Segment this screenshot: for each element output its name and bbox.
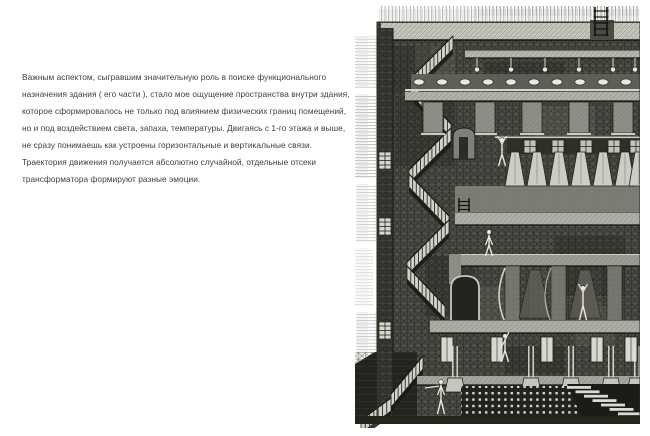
- body-text-line: которое сформировалось не только под влиянием физических границ помещений,: [22, 106, 347, 116]
- body-text-line: Траектория движения получается абсолютно случайной, отдельные отсеки: [22, 157, 317, 167]
- body-text: [22, 69, 350, 188]
- body-text-line: трансформатора формируют разные эмоции.: [22, 174, 201, 184]
- body-text-line: но и под воздействием света, запаха, температуры. Двигаясь с 1-го этажа и выше,: [22, 123, 346, 133]
- body-text-line: не сразу понимаешь как устроены горизонтальные и вертикальные связи.: [22, 140, 313, 150]
- body-text-line: назначения здания ( его части ), стало мое ощущение пространства внутри здания,: [22, 89, 350, 99]
- body-text-line: Важным аспектом, сыгравшим значительную роль в поиске функционального: [22, 72, 327, 82]
- building-section-illustration: [355, 6, 640, 428]
- ink-drawing-canvas: [355, 6, 640, 428]
